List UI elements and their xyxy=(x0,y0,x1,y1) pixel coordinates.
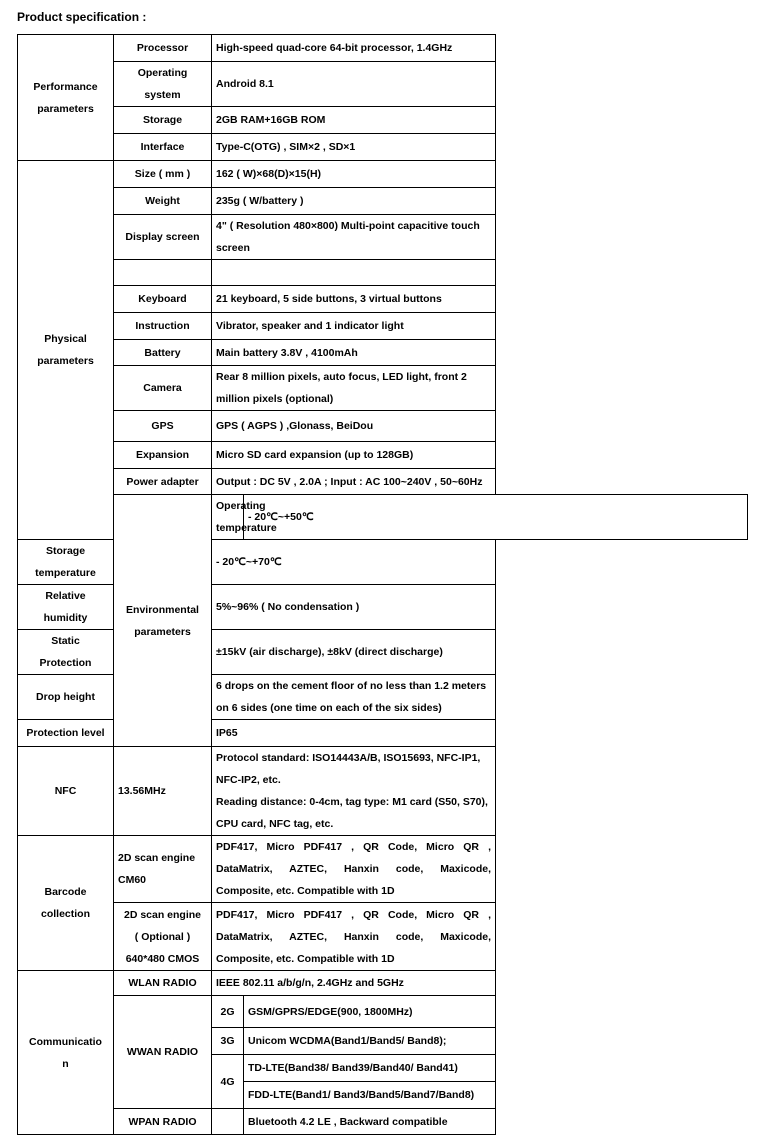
spec-name: WPAN RADIO xyxy=(114,1109,212,1135)
spec-name: Operating temperature xyxy=(212,495,244,540)
spec-row-battery xyxy=(18,340,748,366)
spec-name: Battery xyxy=(114,340,212,366)
category-performance: Performance parameters xyxy=(18,35,114,161)
spec-name: 2D scan engine ( Optional ) 640*480 CMOS xyxy=(114,903,212,971)
category-barcode: Barcode collection xyxy=(18,836,114,971)
spec-value: - 20℃~+70℃ xyxy=(212,540,496,585)
spec-value: High-speed quad-core 64-bit processor, 1.4GHz xyxy=(212,35,496,62)
spec-table xyxy=(17,34,748,1135)
spec-value: 2GB RAM+16GB ROM xyxy=(212,107,496,134)
spec-name: Static Protection xyxy=(18,630,114,675)
band-3g: 3G xyxy=(212,1028,244,1055)
spec-value: Micro SD card expansion (up to 128GB) xyxy=(212,442,496,469)
spec-row-camera xyxy=(18,366,748,411)
spec-name: Drop height xyxy=(18,675,114,720)
spec-row-wlan xyxy=(18,971,748,996)
spec-row-gps xyxy=(18,411,748,442)
spec-value: Vibrator, speaker and 1 indicator light xyxy=(212,313,496,340)
page-title: Product specification : xyxy=(17,10,147,24)
band-2g: 2G xyxy=(212,996,244,1028)
spec-row-keyboard xyxy=(18,286,748,313)
spec-row-2g xyxy=(18,996,748,1028)
spec-row-wpan xyxy=(18,1109,748,1135)
spec-name: 2D scan engine CM60 xyxy=(114,836,212,903)
spec-name: Interface xyxy=(114,134,212,161)
spec-value: Type-C(OTG) , SIM×2 , SD×1 xyxy=(212,134,496,161)
spec-row-instruction xyxy=(18,313,748,340)
spec-value: IP65 xyxy=(212,720,496,747)
spec-row-power xyxy=(18,469,748,495)
spec-name: Storage xyxy=(114,107,212,134)
spec-row-op-temp xyxy=(18,495,748,540)
spec-name: WLAN RADIO xyxy=(114,971,212,996)
spec-value: - 20℃~+50℃ xyxy=(244,495,748,540)
spec-name: Relative humidity xyxy=(18,585,114,630)
spec-value: Protocol standard: ISO14443A/B, ISO15693, NFC-IP1, NFC-IP2, etc. Reading distance: 0-4cm, tag type: M1 card (S50, S70), CPU card, NFC tag, etc. xyxy=(212,747,496,836)
spec-name: GPS xyxy=(114,411,212,442)
spec-value: 162 ( W)×68(D)×15(H) xyxy=(212,161,496,188)
spec-name: Power adapter xyxy=(114,469,212,495)
spec-name: Instruction xyxy=(114,313,212,340)
spec-name: Storage temperature xyxy=(18,540,114,585)
spec-value: PDF417, Micro PDF417 , QR Code, Micro QR , DataMatrix, AZTEC, Hanxin code, Maxicode, Composite, etc. Compatible with 1D xyxy=(212,903,496,971)
category-physical: Physical parameters xyxy=(18,161,114,540)
spec-value: Main battery 3.8V , 4100mAh xyxy=(212,340,496,366)
spec-row-interface xyxy=(18,134,748,161)
band-4g-value-td: TD-LTE(Band38/ Band39/Band40/ Band41) xyxy=(244,1055,496,1082)
spec-row-expansion xyxy=(18,442,748,469)
spec-row-engine2 xyxy=(18,903,748,971)
spec-name: WWAN RADIO xyxy=(114,996,212,1109)
spec-row-empty xyxy=(18,260,748,286)
spec-name: 13.56MHz xyxy=(114,747,212,836)
spec-row-size xyxy=(18,161,748,188)
spec-name: Size ( mm ) xyxy=(114,161,212,188)
spec-name: Operating system xyxy=(114,62,212,107)
spec-name: Camera xyxy=(114,366,212,411)
spec-row-os xyxy=(18,62,748,107)
spec-value: 6 drops on the cement floor of no less than 1.2 meters on 6 sides (one time on each of the six sides) xyxy=(212,675,496,720)
spec-row-engine1 xyxy=(18,836,748,903)
spec-name: Keyboard xyxy=(114,286,212,313)
spec-value: Rear 8 million pixels, auto focus, LED light, front 2 million pixels (optional) xyxy=(212,366,496,411)
spec-value: 235g ( W/battery ) xyxy=(212,188,496,215)
spec-value: 21 keyboard, 5 side buttons, 3 virtual buttons xyxy=(212,286,496,313)
spec-row-processor xyxy=(18,35,748,62)
category-communication: Communicatio n xyxy=(18,971,114,1135)
spec-name-empty xyxy=(114,260,212,286)
band-3g-value: Unicom WCDMA(Band1/Band5/ Band8); xyxy=(244,1028,496,1055)
band-empty xyxy=(212,1109,244,1135)
band-4g-value-fdd: FDD-LTE(Band1/ Band3/Band5/Band7/Band8) xyxy=(244,1082,496,1109)
spec-row-nfc xyxy=(18,747,748,836)
category-nfc: NFC xyxy=(18,747,114,836)
band-2g-value: GSM/GPRS/EDGE(900, 1800MHz) xyxy=(244,996,496,1028)
spec-value: PDF417, Micro PDF417 , QR Code, Micro QR , DataMatrix, AZTEC, Hanxin code, Maxicode, Composite, etc. Compatible with 1D xyxy=(212,836,496,903)
spec-row-display xyxy=(18,215,748,260)
category-environmental: Environmental parameters xyxy=(114,495,212,747)
spec-value: IEEE 802.11 a/b/g/n, 2.4GHz and 5GHz xyxy=(212,971,496,996)
spec-value: 5%~96% ( No condensation ) xyxy=(212,585,496,630)
band-4g: 4G xyxy=(212,1055,244,1109)
spec-row-storage xyxy=(18,107,748,134)
spec-value: 4" ( Resolution 480×800) Multi-point capacitive touch screen xyxy=(212,215,496,260)
spec-value: ±15kV (air discharge), ±8kV (direct discharge) xyxy=(212,630,496,675)
spec-name: Processor xyxy=(114,35,212,62)
spec-name: Protection level xyxy=(18,720,114,747)
spec-value: Android 8.1 xyxy=(212,62,496,107)
spec-value-empty xyxy=(212,260,496,286)
spec-name: Weight xyxy=(114,188,212,215)
spec-value: Bluetooth 4.2 LE , Backward compatible xyxy=(244,1109,496,1135)
spec-row-weight xyxy=(18,188,748,215)
spec-value: GPS ( AGPS ) ,Glonass, BeiDou xyxy=(212,411,496,442)
spec-value: Output : DC 5V , 2.0A ; Input : AC 100~240V , 50~60Hz xyxy=(212,469,496,495)
spec-name: Expansion xyxy=(114,442,212,469)
spec-name: Display screen xyxy=(114,215,212,260)
